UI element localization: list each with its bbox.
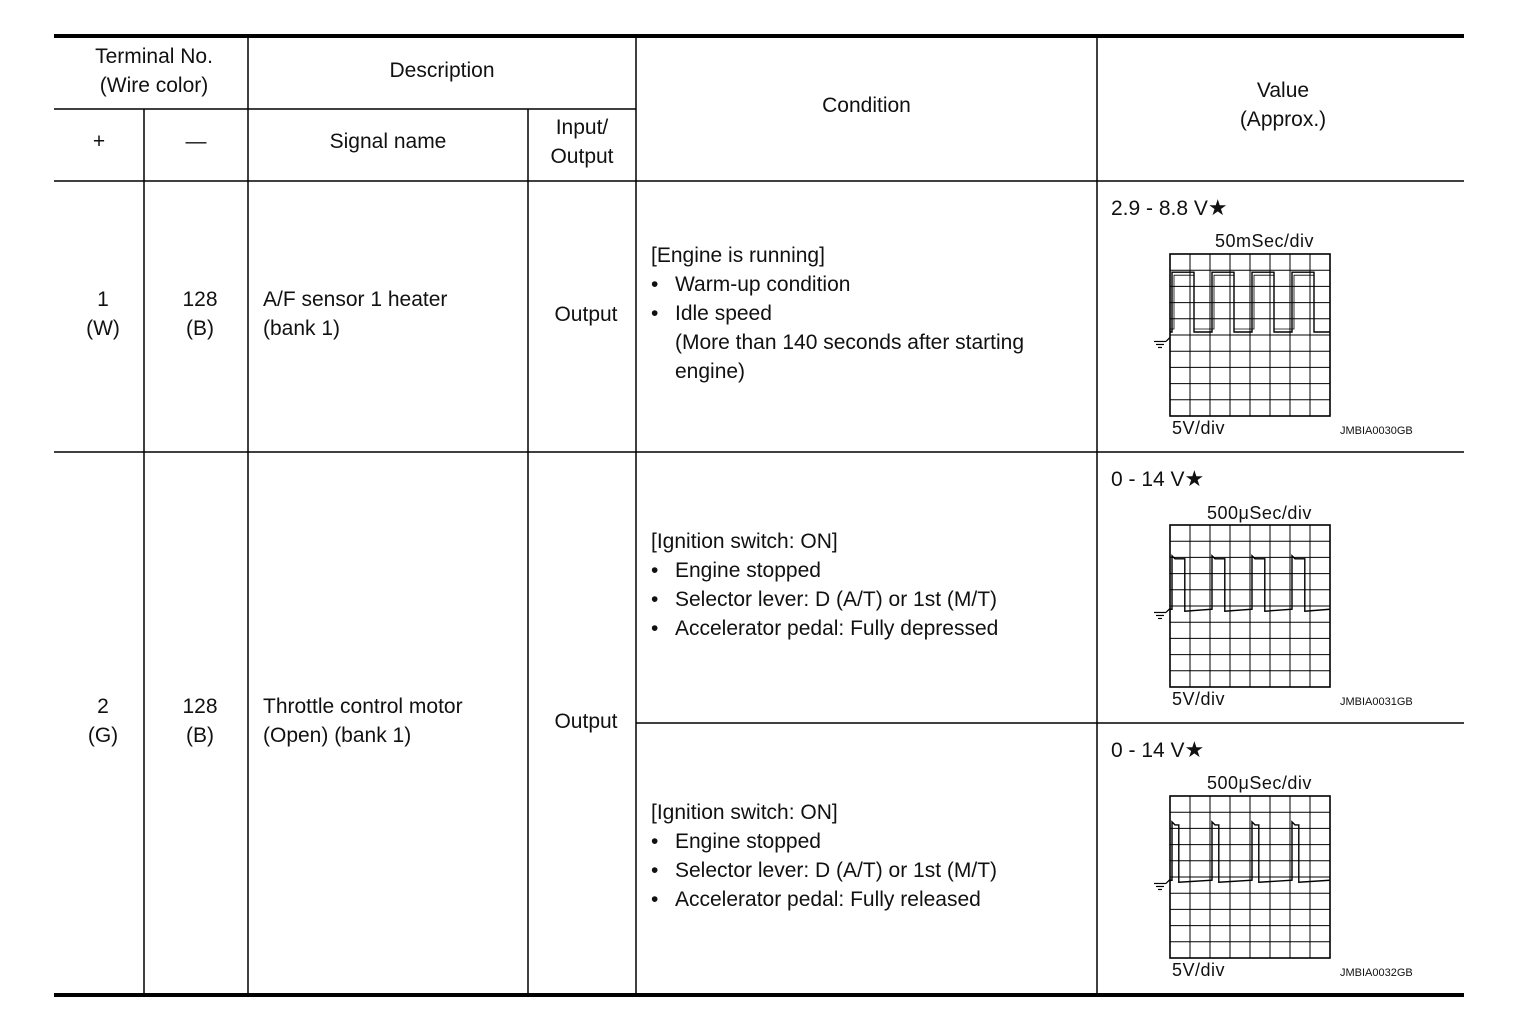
condition-title: [Ignition switch: ON]	[651, 801, 838, 824]
row1-plus-terminal	[54, 285, 152, 343]
row2b-condition	[651, 798, 997, 914]
row2b-time-div: 500μSec/div	[1207, 773, 1312, 793]
condition-item: • Selector lever: D (A/T) or 1st (M/T)	[651, 585, 998, 614]
row1-signal-name: A/F sensor 1 heater (bank 1)	[263, 288, 448, 340]
bullet-icon: •	[651, 830, 659, 853]
row2b-figure-code: JMBIA0032GB	[1340, 967, 1413, 979]
header-minus: —	[185, 130, 207, 153]
star-icon: ★	[1184, 466, 1205, 491]
row2-minus-no: 128	[182, 695, 218, 718]
row1-plus-no: 1	[97, 288, 109, 311]
row2a-time-div: 500μSec/div	[1207, 503, 1312, 523]
row2a-figure-code: JMBIA0031GB	[1340, 696, 1413, 708]
row2-minus-color: (B)	[186, 724, 214, 747]
row1-figure-code: JMBIA0030GB	[1340, 425, 1413, 437]
condition-title: [Engine is running]	[651, 244, 825, 267]
row1-volt-div: 5V/div	[1172, 418, 1226, 438]
bullet-icon: •	[651, 273, 659, 296]
row1-condition	[651, 241, 1024, 386]
condition-item: • Engine stopped	[651, 556, 998, 585]
row1-plus-color: (W)	[86, 317, 120, 340]
header-description: Description	[389, 59, 495, 82]
row2a-condition	[651, 527, 998, 643]
row2-minus-terminal	[144, 692, 256, 750]
row1-time-div: 50mSec/div	[1215, 231, 1315, 251]
row1-minus-color: (B)	[186, 317, 214, 340]
row2b-value-range: 0 - 14 V★	[1111, 737, 1205, 762]
bullet-icon: •	[651, 888, 659, 911]
header-terminal	[54, 42, 254, 100]
row2-plus-color: (G)	[87, 724, 119, 747]
bullet-icon: •	[651, 559, 659, 582]
row2a-volt-div: 5V/div	[1172, 689, 1226, 709]
condition-item: • Accelerator pedal: Fully released	[651, 885, 997, 914]
row1-minus-no: 128	[182, 288, 218, 311]
ground-icon	[1154, 337, 1170, 347]
header-input-output: Input/ Output	[550, 116, 614, 168]
header-condition: Condition	[822, 94, 911, 117]
condition-title: [Ignition switch: ON]	[651, 530, 838, 553]
star-icon: ★	[1207, 195, 1228, 220]
header-signal-name: Signal name	[329, 130, 447, 153]
oscilloscope-narrow-pulse-icon	[1150, 794, 1334, 962]
row1-io: Output	[554, 303, 618, 326]
row2-signal-name: Throttle control motor (Open) (bank 1)	[263, 695, 463, 747]
row1-value-range: 2.9 - 8.8 V★	[1111, 195, 1228, 220]
condition-note: (More than 140 seconds after starting	[675, 331, 1025, 354]
condition-item: • Idle speed	[651, 299, 1024, 328]
condition-item: • Engine stopped	[651, 827, 997, 856]
row2b-volt-div: 5V/div	[1172, 960, 1226, 980]
star-icon: ★	[1184, 737, 1205, 762]
bullet-icon: •	[651, 617, 659, 640]
condition-item: • Warm-up condition	[651, 270, 1024, 299]
header-value: Value (Approx.)	[1239, 79, 1327, 131]
condition-item: • Selector lever: D (A/T) or 1st (M/T)	[651, 856, 997, 885]
row2-io: Output	[554, 710, 618, 733]
row1-minus-terminal	[144, 285, 256, 343]
ground-icon	[1154, 879, 1170, 889]
condition-item: • Accelerator pedal: Fully depressed	[651, 614, 998, 643]
header-terminal-label: Terminal No. (Wire color)	[95, 45, 213, 97]
row2a-value-range: 0 - 14 V★	[1111, 466, 1205, 491]
oscilloscope-pulse-wave-icon	[1150, 523, 1334, 691]
bullet-icon: •	[651, 588, 659, 611]
row2-plus-terminal	[54, 692, 152, 750]
bullet-icon: •	[651, 302, 659, 325]
oscilloscope-square-wave-icon	[1150, 252, 1334, 420]
header-plus: +	[92, 130, 106, 153]
ground-icon	[1154, 608, 1170, 618]
bullet-icon: •	[651, 859, 659, 882]
condition-note: engine)	[675, 360, 746, 383]
row2-plus-no: 2	[97, 695, 109, 718]
